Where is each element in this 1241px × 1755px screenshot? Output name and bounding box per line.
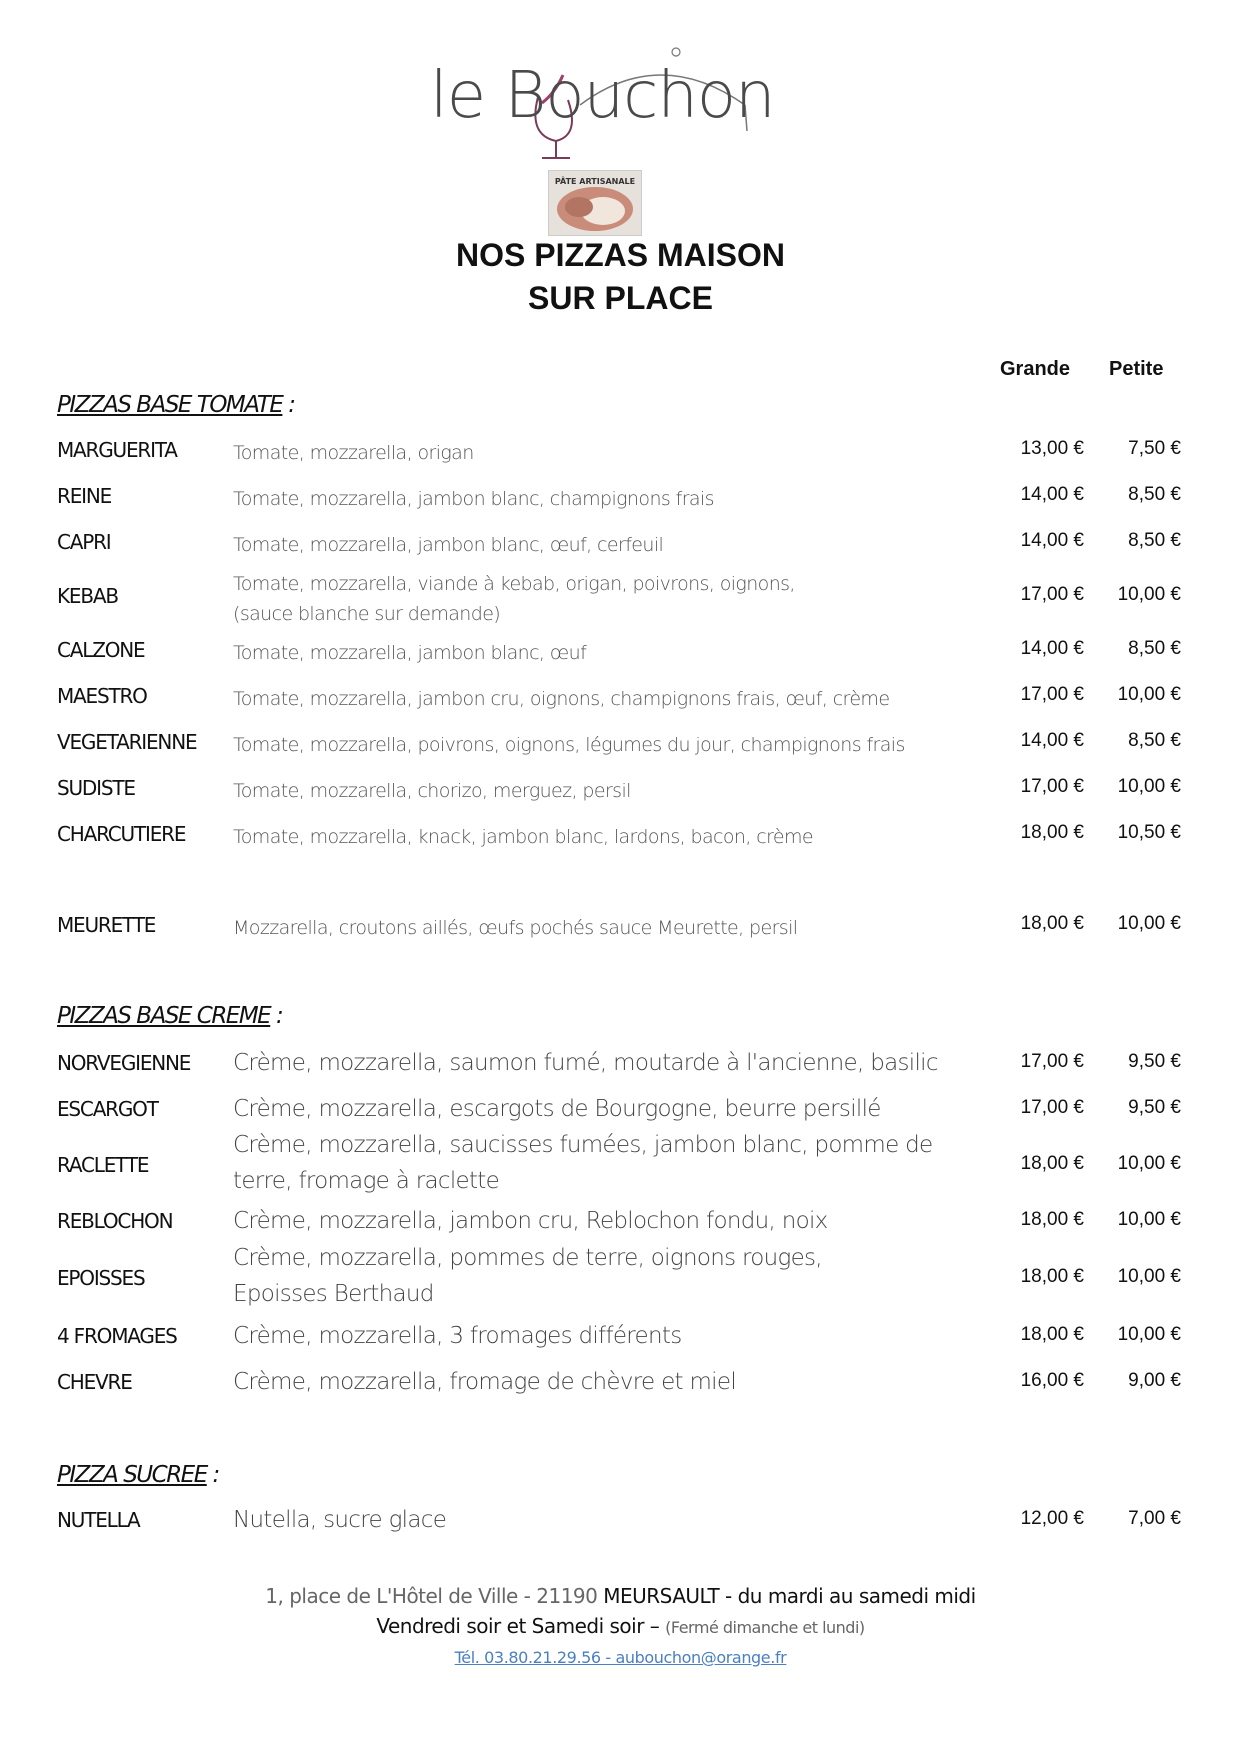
logo-text: le Bouchon [430, 59, 775, 133]
section-title-tomate: PIZZAS BASE TOMATE : [57, 392, 295, 418]
item-desc: Tomate, mozzarella, chorizo, merguez, persil [233, 780, 631, 802]
footer-hours: Vendredi soir et Samedi soir – (Fermé dimanche et lundi) [376, 1614, 865, 1638]
item-name: REBLOCHON [57, 1209, 173, 1233]
price-grande: 18,00 € [1020, 1153, 1084, 1174]
item-name: MAESTRO [57, 684, 147, 708]
price-grande: 16,00 € [1020, 1370, 1084, 1391]
item-name: 4 FROMAGES [57, 1324, 177, 1348]
item-desc: Nutella, sucre glace [233, 1507, 447, 1533]
item-name: CHARCUTIERE [57, 822, 186, 846]
item-desc: Tomate, mozzarella, jambon blanc, champignons frais [233, 488, 714, 510]
item-name: MARGUERITA [57, 438, 177, 462]
item-desc: Tomate, mozzarella, jambon blanc, œuf [233, 642, 587, 664]
price-petite: 10,00 € [1117, 1209, 1181, 1230]
price-petite: 10,00 € [1117, 1153, 1181, 1174]
price-grande: 12,00 € [1020, 1508, 1084, 1529]
pate-artisanale-badge [548, 170, 642, 236]
price-petite: 9,00 € [1128, 1370, 1181, 1391]
item-name: NORVEGIENNE [57, 1051, 191, 1075]
price-grande: 18,00 € [1020, 1266, 1084, 1287]
item-desc: Tomate, mozzarella, knack, jambon blanc, lardons, bacon, crème [233, 826, 813, 848]
item-desc: Tomate, mozzarella, jambon cru, oignons, champignons frais, œuf, crème [233, 688, 890, 710]
price-petite: 9,50 € [1128, 1051, 1181, 1072]
item-name: EPOISSES [57, 1266, 145, 1290]
item-name: SUDISTE [57, 776, 135, 800]
item-desc: Tomate, mozzarella, viande à kebab, origan, poivrons, oignons, (sauce blanche sur demande) [233, 573, 904, 625]
item-desc: Mozzarella, croutons aillés, œufs pochés sauce Meurette, persil [233, 917, 798, 939]
item-name: CAPRI [57, 530, 111, 554]
logo [430, 45, 775, 160]
price-grande: 17,00 € [1020, 684, 1084, 705]
page-title-line2: SUR PLACE [528, 280, 713, 316]
item-name: CHEVRE [57, 1370, 132, 1394]
price-petite: 8,50 € [1128, 730, 1181, 751]
price-petite: 10,00 € [1117, 776, 1181, 797]
price-petite: 8,50 € [1128, 484, 1181, 505]
price-grande: 17,00 € [1020, 584, 1084, 605]
price-grande: 17,00 € [1020, 1051, 1084, 1072]
price-grande: 18,00 € [1020, 1324, 1084, 1345]
item-name: NUTELLA [57, 1508, 140, 1532]
item-name: ESCARGOT [57, 1097, 158, 1121]
item-name: KEBAB [57, 584, 118, 608]
price-grande: 17,00 € [1020, 776, 1084, 797]
price-grande: 18,00 € [1020, 913, 1084, 934]
price-grande: 14,00 € [1020, 530, 1084, 551]
page-title-line1: NOS PIZZAS MAISON [456, 237, 785, 273]
price-petite: 10,00 € [1117, 584, 1181, 605]
item-desc: Crème, mozzarella, escargots de Bourgogne, beurre persillé [233, 1096, 881, 1122]
item-desc: Tomate, mozzarella, origan [233, 442, 474, 464]
item-desc: Crème, mozzarella, fromage de chèvre et miel [233, 1369, 737, 1395]
price-grande: 17,00 € [1020, 1097, 1084, 1118]
item-desc: Crème, mozzarella, pommes de terre, oignons rouges, Epoisses Berthaud [233, 1245, 928, 1307]
price-petite: 9,50 € [1128, 1097, 1181, 1118]
item-name: REINE [57, 484, 112, 508]
price-petite: 10,00 € [1117, 1324, 1181, 1345]
price-petite: 8,50 € [1128, 638, 1181, 659]
item-name: VEGETARIENNE [57, 730, 197, 754]
badge-label: PÂTE ARTISANALE [554, 177, 636, 186]
price-petite: 10,00 € [1117, 684, 1181, 705]
item-desc: Crème, mozzarella, saumon fumé, moutarde à l'ancienne, basilic [233, 1050, 938, 1076]
price-grande: 18,00 € [1020, 1209, 1084, 1230]
price-grande: 18,00 € [1020, 822, 1084, 843]
item-name: RACLETTE [57, 1153, 149, 1177]
section-title-creme: PIZZAS BASE CREME : [57, 1003, 283, 1029]
price-grande: 14,00 € [1020, 638, 1084, 659]
footer-address: 1, place de L'Hôtel de Ville - 21190 MEURSAULT - du mardi au samedi midi [265, 1584, 976, 1608]
price-grande: 14,00 € [1020, 730, 1084, 751]
price-petite: 7,50 € [1128, 438, 1181, 459]
price-petite: 10,00 € [1117, 1266, 1181, 1287]
footer-contact-link[interactable]: Tél. 03.80.21.29.56 - aubouchon@orange.fr [454, 1648, 787, 1667]
item-desc: Tomate, mozzarella, poivrons, oignons, légumes du jour, champignons frais [233, 734, 905, 756]
price-petite: 7,00 € [1128, 1508, 1181, 1529]
column-header-grande: Grande [1000, 358, 1071, 380]
price-petite: 10,00 € [1117, 913, 1181, 934]
price-grande: 13,00 € [1020, 438, 1084, 459]
price-grande: 14,00 € [1020, 484, 1084, 505]
item-desc: Crème, mozzarella, saucisses fumées, jambon blanc, pomme de terre, fromage à raclette [233, 1132, 933, 1194]
price-petite: 8,50 € [1128, 530, 1181, 551]
item-desc: Crème, mozzarella, 3 fromages différents [233, 1323, 682, 1349]
item-name: CALZONE [57, 638, 145, 662]
column-header-petite: Petite [1109, 358, 1164, 380]
section-title-sucree: PIZZA SUCREE : [57, 1462, 219, 1488]
item-desc: Crème, mozzarella, jambon cru, Reblochon fondu, noix [233, 1208, 828, 1234]
price-petite: 10,50 € [1117, 822, 1181, 843]
item-desc: Tomate, mozzarella, jambon blanc, œuf, cerfeuil [233, 534, 664, 556]
item-name: MEURETTE [57, 913, 156, 937]
